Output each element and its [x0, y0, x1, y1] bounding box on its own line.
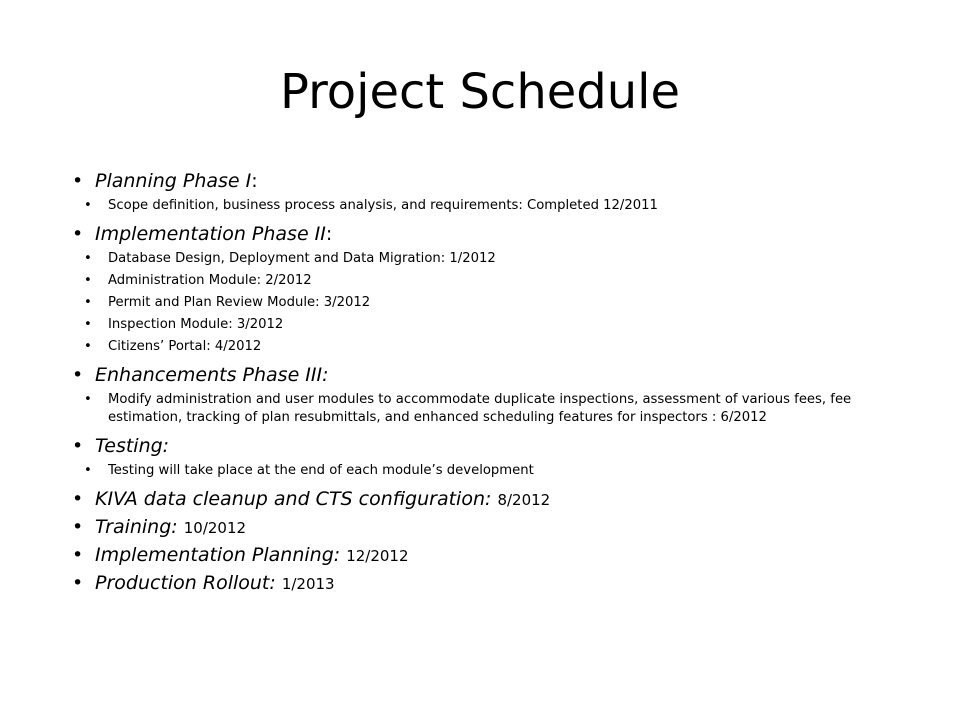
item-label: Testing: [95, 435, 170, 457]
bullet-icon: • [72, 572, 84, 594]
sub-list-item [84, 294, 920, 312]
sub-item-text: Modify administration and user modules to accommodate duplicate inspections, assessment of various fees, fee estimation, tracking of plan resubmittals, and enhanced scheduling features for inspectors : 6/2012 [108, 392, 852, 425]
bullet-icon: • [84, 392, 92, 407]
item-label-suffix: : [325, 223, 333, 245]
sub-item-text: Database Design, Deployment and Data Migration: 1/2012 [108, 251, 496, 266]
sub-item-text: Permit and Plan Review Module: 3/2012 [108, 295, 371, 310]
list-item [72, 433, 920, 460]
sub-list [72, 462, 920, 480]
list-item [72, 168, 920, 195]
sub-item-text: Testing will take place at the end of each module’s development [108, 463, 534, 478]
bullet-icon: • [72, 544, 84, 566]
sub-list [72, 197, 920, 215]
item-label-suffix: : [251, 170, 258, 192]
sub-list [72, 391, 920, 427]
list-item [72, 221, 920, 248]
item-date: 8/2012 [497, 491, 551, 509]
list-item [72, 570, 920, 598]
bullet-icon: • [84, 463, 92, 478]
item-label: Implementation Phase II [95, 223, 326, 245]
sub-item-text: Citizens’ Portal: 4/2012 [108, 339, 262, 354]
sub-item-text: Inspection Module: 3/2012 [108, 317, 284, 332]
item-label: KIVA data cleanup and CTS configuration: [95, 488, 492, 510]
item-date: 10/2012 [183, 519, 247, 537]
bullet-icon: • [84, 198, 92, 213]
sub-list-item [84, 462, 920, 480]
bullet-icon: • [84, 273, 92, 288]
sub-list-item [84, 338, 920, 356]
item-label: Enhancements Phase III: [95, 364, 329, 386]
bullet-icon: • [72, 223, 84, 245]
list-item [72, 486, 920, 514]
list-item [72, 542, 920, 570]
sub-list-item [84, 197, 920, 215]
bullet-icon: • [84, 251, 92, 266]
item-date: 1/2013 [281, 575, 335, 593]
sub-item-text: Scope definition, business process analysis, and requirements: Completed 12/2011 [108, 198, 658, 213]
bullet-icon: • [84, 295, 92, 310]
slide-title: Project Schedule [279, 64, 681, 120]
item-label: Training: [95, 516, 178, 538]
bullet-list [72, 168, 920, 598]
sub-list-item [84, 250, 920, 268]
item-date: 12/2012 [346, 547, 409, 565]
list-item [72, 514, 920, 542]
sub-item-text: Administration Module: 2/2012 [108, 273, 312, 288]
sub-list-item [84, 272, 920, 290]
sub-list-item [84, 316, 920, 334]
bullet-icon: • [84, 317, 92, 332]
item-label: Production Rollout: [95, 572, 276, 594]
bullet-icon: • [84, 339, 92, 354]
item-label: Planning Phase I [95, 170, 252, 192]
item-label: Implementation Planning: [95, 544, 341, 566]
list-item [72, 362, 920, 389]
bullet-icon: • [72, 170, 84, 192]
sub-list [72, 250, 920, 356]
bullet-icon: • [72, 364, 84, 386]
sub-list-item [84, 391, 920, 427]
bullet-icon: • [72, 488, 84, 510]
bullet-icon: • [72, 516, 84, 538]
bullet-icon: • [72, 435, 84, 457]
